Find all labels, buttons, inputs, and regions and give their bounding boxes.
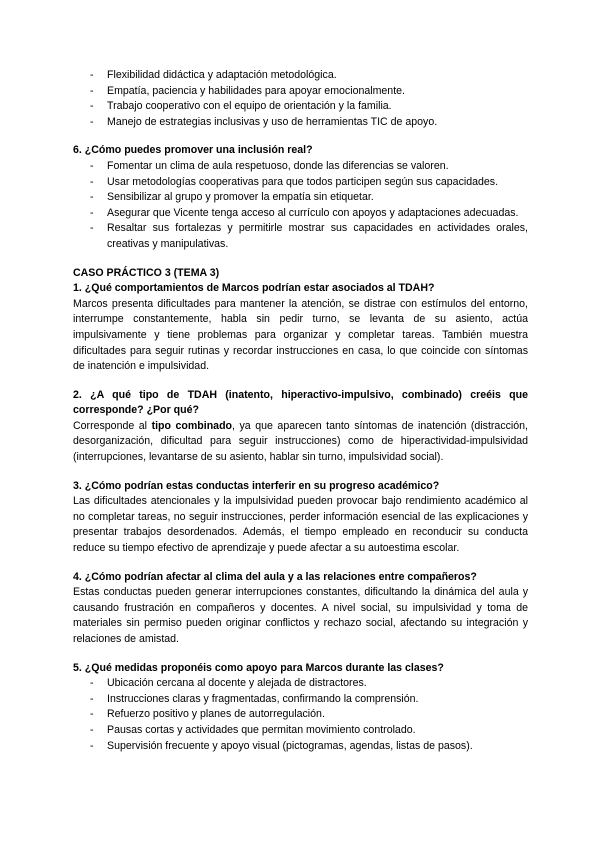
q6-title: 6. ¿Cómo puedes promover una inclusión real?	[73, 144, 313, 157]
q4-answer: Estas conductas pueden generar interrupciones constantes, dificultando la dinámica del aula y causando frustración en compañeros y docentes. A nivel social, su impulsividad y toma de materiales sin permiso pueden originar conflictos y rechazo social, afectando su integración y relaciones de amistad.	[73, 586, 528, 645]
list-item: - Supervisión frecuente y apoyo visual (pictogramas, agendas, listas de pasos).	[73, 739, 528, 755]
list-item: - Sensibilizar al grupo y promover la empatía sin etiquetar.	[73, 190, 528, 206]
list-item: - Ubicación cercana al docente y alejada de distractores.	[73, 676, 528, 692]
q3-answer: Las dificultades atencionales y la impulsividad pueden provocar bajo rendimiento académico al no completar tareas, no seguir instrucciones, perder información esencial de las explicaciones y presentar trabajos desordenados. Además, el tiempo empleado en reconducir su conducta reduce su tiempo efectivo de aprendizaje y puede afectar a su autoestima escolar.	[73, 495, 528, 555]
q4-title: 4. ¿Cómo podrían afectar al clima del aula y a las relaciones entre compañeros?	[73, 570, 477, 583]
list-item: - Pausas cortas y actividades que permitan movimiento controlado.	[73, 723, 528, 739]
list-item: - Usar metodologías cooperativas para que todos participen según sus capacidades.	[73, 175, 528, 191]
q6-list	[73, 159, 528, 253]
list-item: - Refuerzo positivo y planes de autorregulación.	[73, 707, 528, 723]
list-item: - Empatía, paciencia y habilidades para apoyar emocionalmente.	[73, 84, 528, 100]
q1-title: 1. ¿Qué comportamientos de Marcos podrían estar asociados al TDAH?	[73, 282, 435, 295]
list-item: - Manejo de estrategias inclusivas y uso de herramientas TIC de apoyo.	[73, 115, 528, 131]
q2-answer: Corresponde al tipo combinado, ya que aparecen tanto síntomas de inatención (distracción, desorganización, dificultad para seguir instrucciones) como de hiperactividad-impulsividad (interrupciones, levantarse de su asiento, hablar sin turno, impulsividad social).	[73, 419, 528, 464]
list-item: - Fomentar un clima de aula respetuoso, donde las diferencias se valoren.	[73, 159, 528, 175]
list-item: - Flexibilidad didáctica y adaptación metodológica.	[73, 68, 528, 84]
q5-title: 5. ¿Qué medidas proponéis como apoyo para Marcos durante las clases?	[73, 661, 444, 674]
q2-title: 2. ¿A qué tipo de TDAH (inatento, hiperactivo-impulsivo, combinado) creéis que corresponde? ¿Por qué?	[73, 388, 528, 417]
q5-list	[73, 676, 528, 754]
q3-title: 3. ¿Cómo podrían estas conductas interferir en su progreso académico?	[73, 479, 440, 492]
intro-list	[73, 68, 528, 130]
list-item: - Resaltar sus fortalezas y permitirle mostrar sus capacidades en actividades orales, creativas y manipulativas.	[73, 221, 528, 252]
q1-answer: Marcos presenta dificultades para mantener la atención, se distrae con estímulos del entorno, interrumpe constantemente, habla sin pedir turno, se levanta de su asiento, actúa impulsivamente y tiene problemas para organizar y completar tareas. También muestra dificultades para seguir rutinas y recordar instrucciones en casa, lo que coincide con síntomas de inatención e impulsividad.	[73, 297, 528, 373]
case3-heading: CASO PRÁCTICO 3 (TEMA 3)	[73, 266, 220, 279]
q2-answer-bold: tipo combinado	[151, 419, 233, 432]
list-item: - Trabajo cooperativo con el equipo de orientación y la familia.	[73, 99, 528, 115]
document-page	[73, 68, 528, 754]
list-item: - Asegurar que Vicente tenga acceso al currículo con apoyos y adaptaciones adecuadas.	[73, 206, 528, 222]
list-item: - Instrucciones claras y fragmentadas, confirmando la comprensión.	[73, 692, 528, 708]
